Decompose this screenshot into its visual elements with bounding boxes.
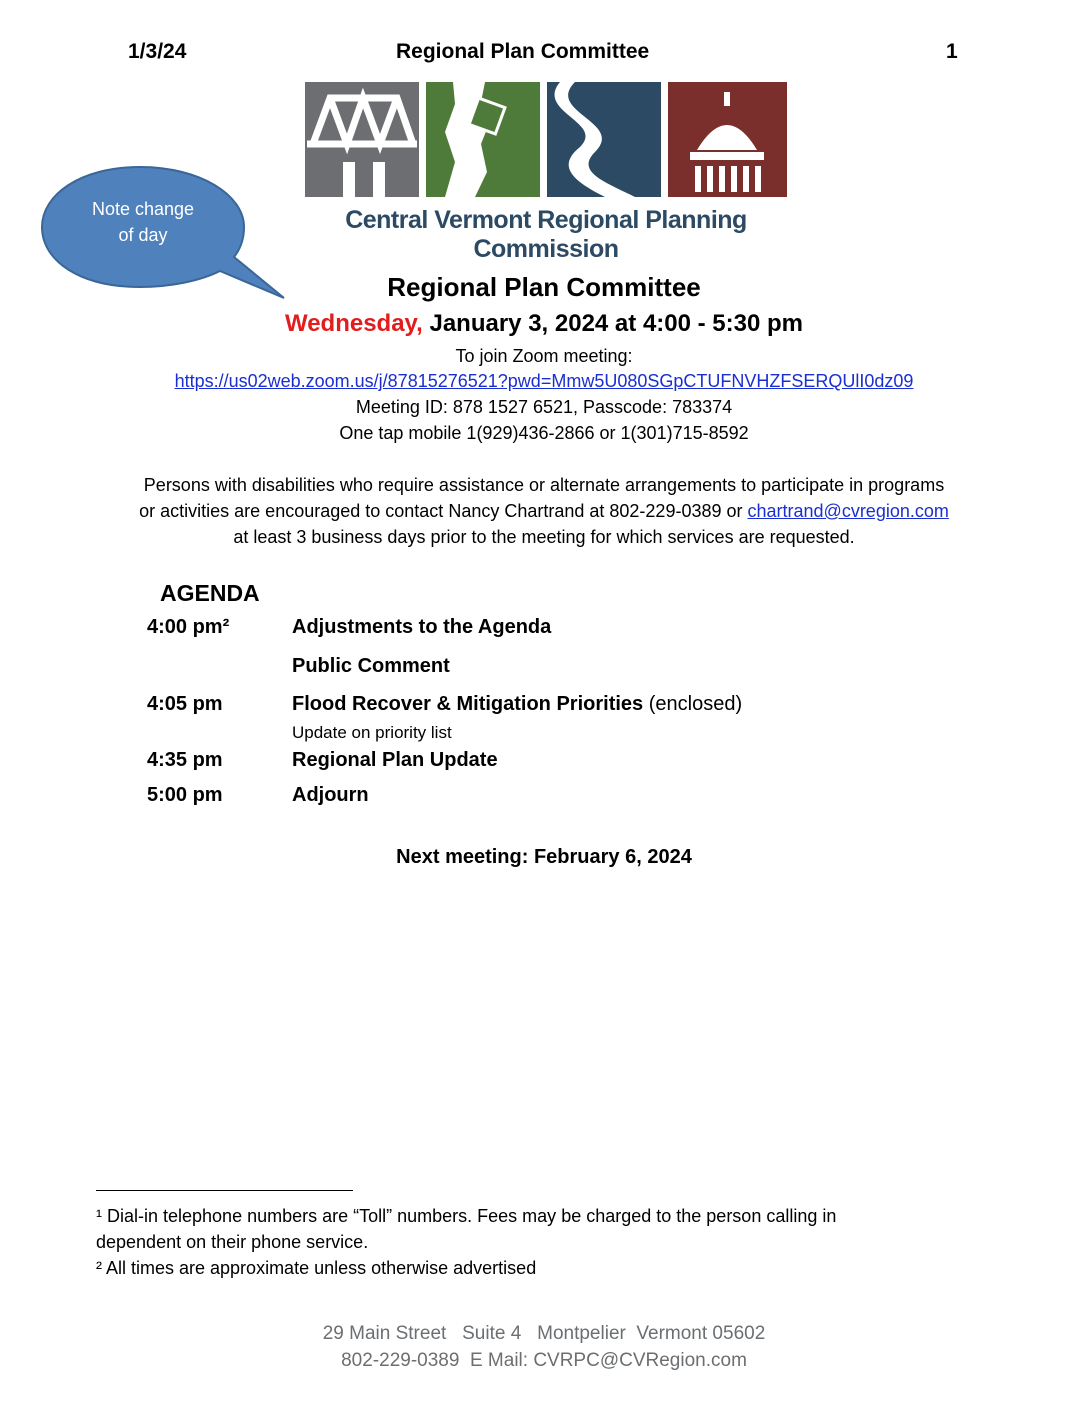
- meeting-date: [0, 310, 1088, 338]
- accessibility-line-1: Persons with disabilities who require assistance or alternate arrangements to participate in programs: [143, 475, 945, 495]
- header-title: Regional Plan Committee: [396, 40, 650, 63]
- callout-line-1: Note change: [91, 199, 195, 219]
- footnote-1-line-1: ¹ Dial-in telephone numbers are “Toll” numbers. Fees may be charged to the person calling in: [96, 1206, 837, 1226]
- agenda-item-2: Public Comment: [292, 655, 450, 677]
- footnote-divider: [96, 1190, 353, 1191]
- agenda-item-5: Adjourn: [292, 784, 369, 806]
- agenda-item-3: [292, 693, 742, 716]
- footer-contact: 802-229-0389 E Mail: CVRPC@CVRegion.com: [341, 1350, 747, 1371]
- agenda-heading: AGENDA: [160, 580, 260, 606]
- meeting-title: Regional Plan Committee: [387, 272, 701, 302]
- meeting-day: Wednesday,: [284, 310, 423, 337]
- footnote-1-line-2: dependent on their phone service.: [96, 1232, 369, 1252]
- agenda-item-4: Regional Plan Update: [292, 749, 498, 771]
- agenda-item-3-note: (enclosed): [648, 693, 743, 715]
- email-link[interactable]: chartrand@cvregion.com: [747, 501, 949, 521]
- callout-note: [66, 196, 220, 248]
- agenda-item-3-sub: Update on priority list: [292, 723, 452, 742]
- agenda-item-3-title: Flood Recover & Mitigation Priorities: [292, 693, 644, 715]
- agenda-time-1: 4:00 pm²: [147, 616, 230, 638]
- next-meeting: Next meeting: February 6, 2024: [396, 846, 692, 868]
- cvrpc-logo: [305, 82, 787, 263]
- meeting-id-line: Meeting ID: 878 1527 6521, Passcode: 783374: [355, 397, 733, 417]
- agenda-time-5: 5:00 pm: [147, 784, 223, 806]
- footnote-2: ² All times are approximate unless otherwise advertised: [96, 1258, 537, 1278]
- agenda-item-1: Adjustments to the Agenda: [292, 616, 552, 638]
- accessibility-line-2-text: or activities are encouraged to contact Nancy Chartrand at 802-229-0389 or: [139, 501, 748, 521]
- zoom-intro: To join Zoom meeting:: [455, 346, 633, 366]
- footer-address: 29 Main Street Suite 4 Montpelier Vermont 05602: [322, 1323, 766, 1344]
- header-date: 1/3/24: [128, 40, 187, 63]
- agenda-time-3: 4:05 pm: [147, 693, 223, 715]
- page-number: 1: [946, 40, 958, 63]
- logo-org-name: Central Vermont Regional Planning Commission: [345, 206, 747, 263]
- meeting-date-time: January 3, 2024 at 4:00 - 5:30 pm: [429, 310, 804, 337]
- accessibility-line-2: [0, 501, 1088, 522]
- callout-line-2: of day: [118, 225, 168, 245]
- phone-line: One tap mobile 1(929)436-2866 or 1(301)715-8592: [339, 423, 749, 443]
- agenda-time-4: 4:35 pm: [147, 749, 223, 771]
- zoom-link[interactable]: https://us02web.zoom.us/j/87815276521?pwd=Mmw5U080SGpCTUFNVHZFSERQUlI0dz09: [174, 371, 914, 391]
- accessibility-line-3: at least 3 business days prior to the meeting for which services are requested.: [233, 527, 855, 547]
